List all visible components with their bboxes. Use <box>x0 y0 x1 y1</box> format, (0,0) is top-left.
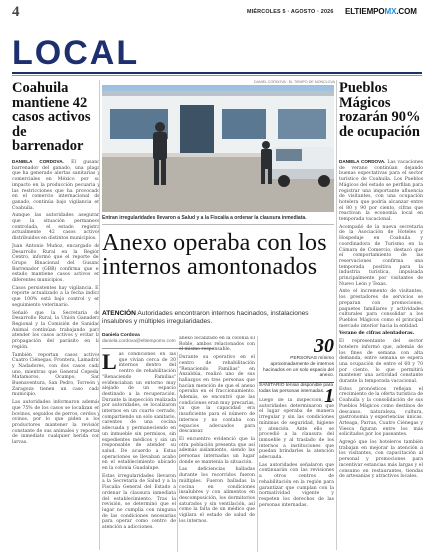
section-title: LOCAL <box>12 34 140 72</box>
caption-rule <box>102 224 334 225</box>
left-story-paragraph: Casos persistentes hay vigilancia. El reporte actualizado a la fecha indica que 100% está bajo control y en seguimiento veterinario. <box>12 285 100 308</box>
right-story-paragraph: Estos pronósticos reflejan el crecimiento de la oferta turística de Coahuila y la consolidación de sus Pueblos Mágicos como destinos de descanso, naturaleza, cultura, gastronomía y experiencias únicas. Arteaga, Parras, Cuatro Ciénegas y Viesca figuran entre los más solicitados por los paseantes. <box>339 386 423 438</box>
left-story-paragraph: Señaló que la Secretaría de Desarrollo Rural, la Unión Ganadera Regional y la Comisión de Sanidad Animal continúan trabajando para atender los casos activos y evitar la propagación del parásito en la región. <box>12 310 100 350</box>
issue-date: MIÉRCOLES 5 · AGOSTO · 2026 <box>247 9 334 15</box>
column-divider <box>257 336 258 552</box>
main-story-paragraph: Las deficiencias halladas durante los recorridos fueron múltiples. Fueron halladas la cocina en condiciones insalubres y con alimentos en descomposición, los dormitorios saturados y sin ventilación, así como la falta de un médico que vigilara el estado de salud de los internos. <box>179 467 255 524</box>
byline-email[interactable]: daniela.cordova@eltiempomx.com <box>102 339 176 344</box>
byline-name: Daniela Cordova <box>102 333 140 338</box>
stat-1-text: PERSONAS mínimo aproximadamente de internos hacinados en un solo espacio del anexo. <box>263 356 334 379</box>
left-story-lead: DANIELA CORDOVA. <box>12 159 64 164</box>
main-story-paragraph: Durante su operativo en el centro de rehabilitación "Renaciendo Familias" en Anzaldúa, realizó uno de sus hallazgos en tres personas que hacían mención de que el anexo operaba en el fraccionamiento. Además, se encontró que las condiciones eran muy precarias, ya que la capacidad era insuficiente para el número de internos y no contaba con espacios adecuados para descansar. <box>179 355 255 435</box>
left-story-headline: Coahuila mantiene 42 casos activos de barrenador <box>12 80 91 154</box>
left-story-paragraph: También reportan casos activos Cuatro Ciénegas, Frontera, Lamadrid y Nadadores, con dos casos cada uno, mientras que General Cepeda, Matamoros, Ocampo, San Buenaventura, San Pedro, Torreón y Zaragoza tienen un caso cada municipio. <box>12 352 100 398</box>
main-story-paragraph: Las condiciones en las que vivían cerca de 30 internos dentro del centro de rehabilitación "Renaciendo Familias" evidenciaban un entorno muy alejado de un espacio destinado a la recuperación. Durante la inspección realizada por autoridades, se localizaron internos en un cuarto cerrado, compartiendo un solo sanitario, carentes de una cocina adecuada y permaneciendo en un inmueble sin permisos, sin expedientes médicos y sin un responsable de atender su salud. De acuerdo a Estas operaciones se llevaban acabo en el establecimiento ubicado en la colonia Guadalupe. <box>102 352 176 472</box>
right-story-paragraph: Agregó que los hoteleros también trabajan en mejorar la atención a los visitantes, con capacitación al personal y promociones para incentivar estancias más largas y el consumo en restaurantes, tiendas de artesanías y atractivos locales. <box>339 440 423 480</box>
main-story-deck <box>102 310 334 326</box>
main-story-paragraph: Las autoridades señalaron que continuarán con las revisiones a otros centros de rehabilitación en la región para garantizar que cumplan con la normatividad vigente y respeten los derechos de las personas internadas. <box>259 462 334 508</box>
story-photo[interactable] <box>102 85 334 212</box>
stat-2-text: SANITARIO tenían disponible para todas las personas internadas. <box>259 383 334 394</box>
left-story-paragraph: Aunque las autoridades aseguran que la situación permanece controlada, el estado registra actualmente 42 casos activos distribuidos en distintos municipios. <box>12 213 100 242</box>
deck-text: Autoridades encontraron internos hacinados, instalaciones insalubres y múltiples irregularidades. <box>102 310 309 325</box>
right-story-lead: DANIELA CORDOVA. <box>339 159 386 164</box>
main-story-headline: Anexo operaba con los internos amontonados <box>102 230 327 280</box>
column-divider <box>177 352 178 552</box>
right-story-body <box>339 159 423 549</box>
main-story-paragraph: Luego de la inspección, las autoridades determinaron que el lugar operaba de manera irregular y sin las condiciones mínimas de seguridad, higiene y atención. Ante ello se procedió a la clausura del inmueble y al traslado de los internos a instituciones que puedan brindarles la atención adecuada. <box>259 398 334 461</box>
column-divider <box>336 80 337 550</box>
main-story-paragraph: El encuentro evidenció que la otra población presenta que así además aislamiento, siendo las personas internadas un lugar donde se mantenía la situación. <box>179 436 255 465</box>
left-story-paragraph: DANIELA CORDOVA. El gusano barrenador del ganado, una plaga que ha generado alertas sanitarias y comerciales en México por su impacto en la producción pecuaria y las restricciones que ha provocado en el comercio internacional de ganado, continúa bajo vigilancia en Coahuila. <box>12 159 100 211</box>
right-story-headline: Pueblos Mágicos rozarán 90% de ocupación <box>339 80 421 140</box>
left-story-body <box>12 159 100 549</box>
main-story-paragraph: anexo localizado en la colonia El Roble, ambos relacionados con el mismo responsable. <box>179 336 255 353</box>
page-number: 4 <box>12 4 20 20</box>
main-story-column-1 <box>102 352 176 552</box>
drop-cap: L <box>102 352 117 374</box>
left-story-paragraph: Juan Antonio Muñoz, encargado de Desarrollo Rural en la Región Centro, informó que el reporte del Grupo Binacional del Gusano Barrenador (GBB) confirma que el estado mantiene casos activos en diferentes municipios. <box>12 243 100 284</box>
brand-part-1: ELTIEMPO <box>345 7 385 16</box>
left-story-paragraph: Las autoridades informaron además que 75% de los casos se localizan en bovinos, seguidos de perros, cerdos y ovinos, por lo que piden a los productores mantener la revisión constante de sus animales y reportar de inmediato cualquier herida con larvas. <box>12 400 100 446</box>
stat-2-number: 1 <box>324 384 334 407</box>
photo-illustration <box>102 85 334 212</box>
photo-caption: Entran irregularidades llevaron a Salud y a la Fiscalía a ordenar la clausura inmediata. <box>102 215 307 221</box>
section-rule <box>12 72 422 74</box>
right-story-paragraph: DANIELA CORDOVA. Las vacaciones de verano continúan dejando buenas expectativas para el sector turístico de Coahuila. Los Pueblos Mágicos del estado se perfilan para registrar una importante afluencia de visitantes, con una ocupación hotelera que podría alcanzar entre el 80 y 90 por ciento, cifras que reactivan la economía local en temporada vacacional. <box>339 159 423 223</box>
column-divider <box>99 80 100 550</box>
photo-credit: DANIEL CÓRDOVA · EL TIEMPO DE MONCLOVA <box>254 80 336 84</box>
main-story-column-2 <box>179 336 255 552</box>
section-rule-thin <box>12 75 422 76</box>
right-story-paragraph: Ante el incremento de visitantes, los prestadores de servicios se preparan con promociones, paquetes familiares y actividades culturales para consolidar a los Pueblos Mágicos como el principal mercado interior hacia la entidad. <box>339 289 423 329</box>
right-story-paragraph: El representante del sector hotelero informó que, además de los fines de semana con alta demanda, entre semana se espera una ocupación de entre el 60 y 70 por ciento, lo que permitirá mantener una actividad constante durante la temporada vacacional. <box>339 339 423 385</box>
main-story-paragraph: Estas irregularidades llevaron a la Secretaría de Salud y a la Fiscalía General del Estado a ordenar la clausura inmediata del establecimiento. Tras la revisión, se determinó que el lugar no cumplía con ninguna de las condiciones necesarias para operar como centro de atención a adicciones. <box>102 473 176 531</box>
deck-label: ATENCIÓN <box>102 310 136 317</box>
stat-1-number: 30 <box>314 335 334 357</box>
brand-part-3: .COM <box>396 7 417 16</box>
brand-logo[interactable] <box>345 7 417 16</box>
brand-part-2: MX <box>384 7 397 16</box>
right-story-paragraph: Acompañó de la nueva secretaria de la Asociación de Hoteles y Hospedaje en Coahuila y coordinadora de Turismo en la Cámara de Comercio, destacó que el comportamiento de las reservaciones confirma una temporada positiva para la industria turística, impulsada principalmente por visitantes de Nuevo León y Texas. <box>339 224 423 287</box>
main-story-column-3 <box>259 398 334 552</box>
right-story-subhead: Verano de cifras alentadoras. <box>339 331 415 337</box>
stat-box <box>259 336 334 406</box>
